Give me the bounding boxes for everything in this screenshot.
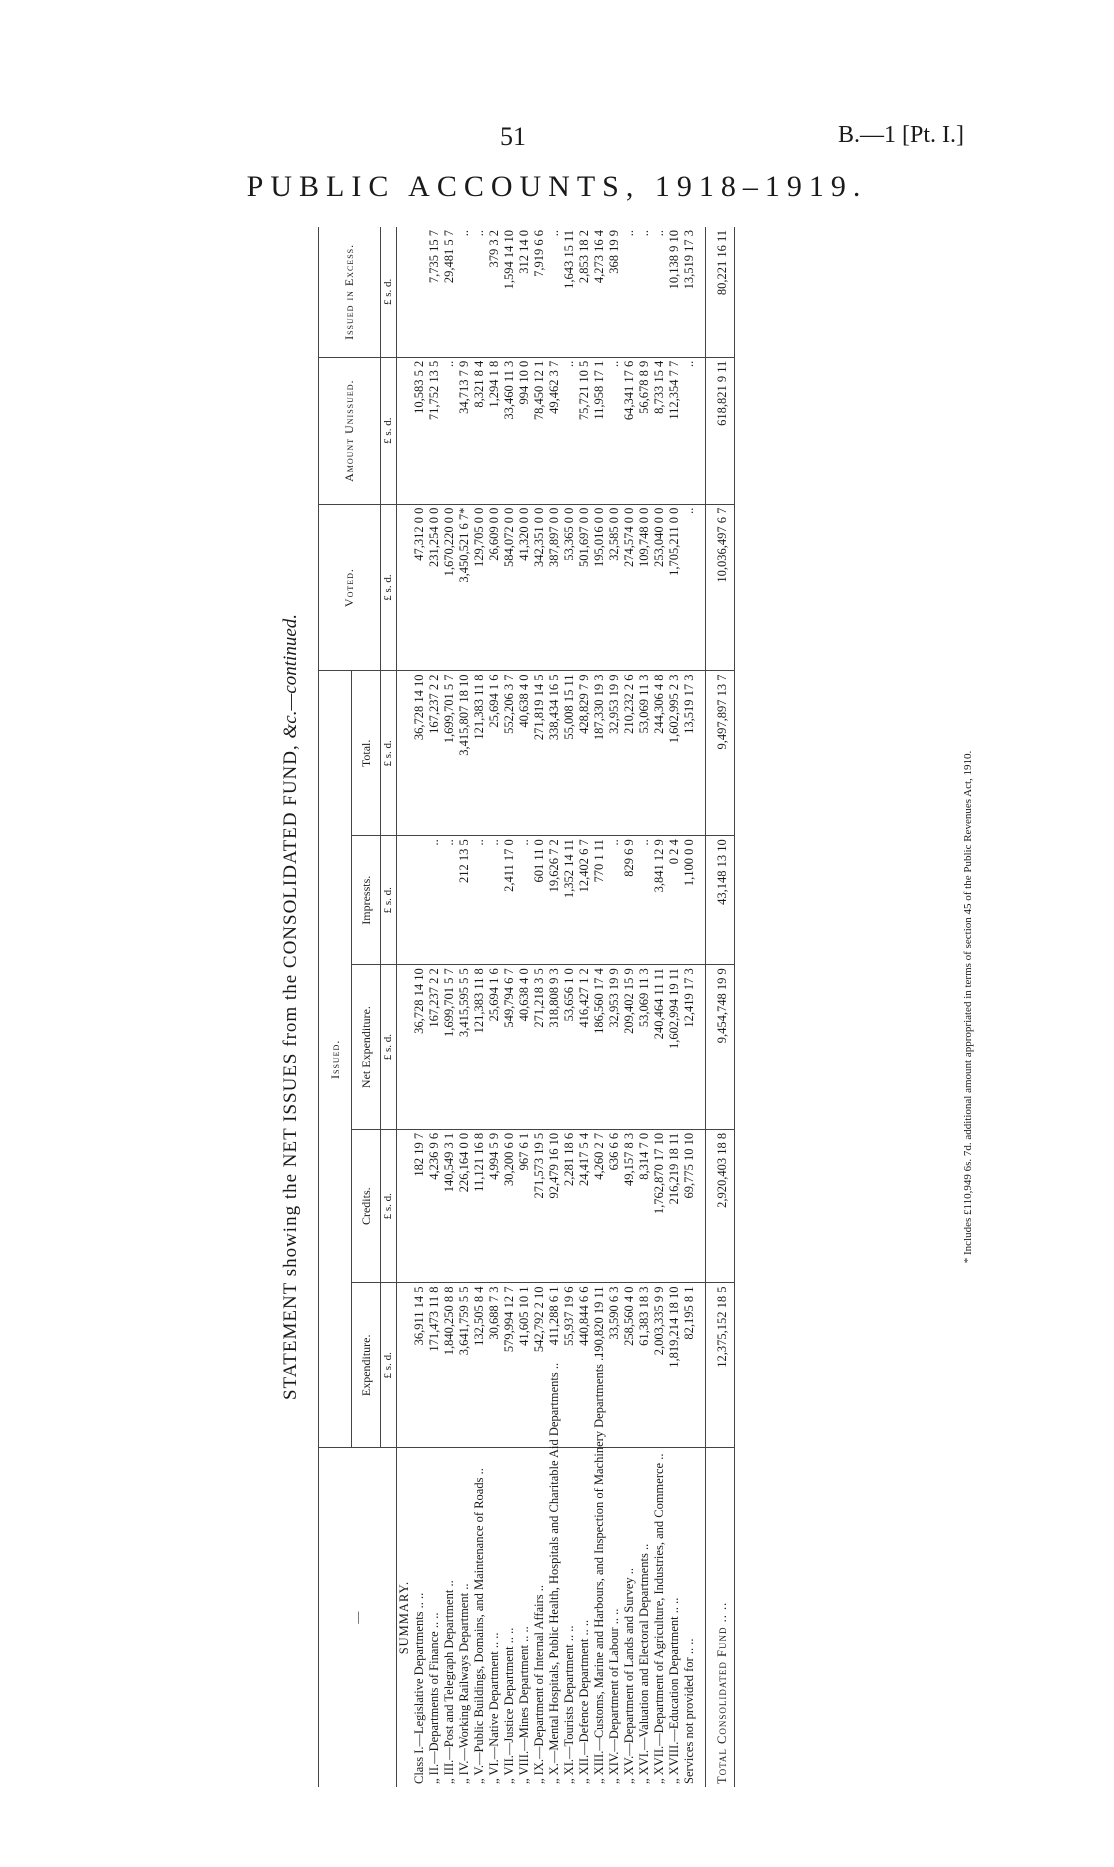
cell-voted: 231,254 0 0 (427, 504, 442, 671)
cell-credits: 4,260 2 7 (592, 1129, 607, 1283)
cell-excess: .. (457, 227, 472, 357)
cell-unissued: 75,721 10 5 (577, 357, 592, 504)
cell-total: 53,069 11 3 (637, 671, 652, 836)
cell-voted: 3,450,521 6 7* (457, 504, 472, 671)
cell-total: 338,434 16 5 (547, 671, 562, 836)
cell-total: 40,638 4 0 (517, 671, 532, 836)
cell-credits: 636 6 6 (607, 1129, 622, 1283)
credits-header: Credits. (352, 1129, 381, 1283)
rotated-statement (280, 227, 1020, 1787)
summary-heading: SUMMARY. (397, 1580, 411, 1655)
cell-expenditure: 3,641,759 5 5 (457, 1283, 472, 1448)
cell-impressts: 43,148 13 10 (706, 836, 735, 965)
table-row (472, 227, 487, 1787)
cell-expenditure: 542,792 2 10 (532, 1283, 547, 1448)
statement-title-continued: &c.—continued. (280, 613, 301, 739)
cell-total: 121,383 11 8 (472, 671, 487, 836)
cell-expenditure: 132,505 8 4 (472, 1283, 487, 1448)
row-label: „ X.—Mental Hospitals, Public Health, Hospitals and Charitable Aid Departments .. (547, 1362, 561, 1784)
cell-total: 210,232 2 6 (622, 671, 637, 836)
cell-net: 1,602,994 19 11 (667, 965, 682, 1130)
cell-unissued: .. (442, 357, 457, 504)
statement-title-text: STATEMENT showing the NET ISSUES from the CONSOLIDATED FUND, (280, 738, 301, 1401)
row-label: „ XIII.—Customs, Marine and Harbours, and Inspection of Machinery Departments .. (592, 1354, 606, 1784)
cell-excess: .. (547, 227, 562, 357)
table-row (427, 227, 442, 1787)
table-row (517, 227, 532, 1787)
row-label: „ VIII.—Mines Department .. .. (517, 1626, 531, 1784)
cell-total: 552,206 3 7 (502, 671, 517, 836)
currency-units: £ s. d. (381, 357, 397, 504)
cell-voted: 387,897 0 0 (547, 504, 562, 671)
cell-impressts: 0 2 4 (667, 836, 682, 965)
row-label: Class I.—Legislative Departments .. .. (412, 1592, 426, 1784)
cell-unissued: 49,462 3 7 (547, 357, 562, 504)
table-row (547, 227, 562, 1787)
cell-total: 32,953 19 9 (607, 671, 622, 836)
cell-expenditure: 579,994 12 7 (502, 1283, 517, 1448)
cell-excess: 312 14 0 (517, 227, 532, 357)
cell-impressts: 770 1 11 (592, 836, 607, 965)
statement-title (280, 227, 302, 1787)
cell-voted: 195,016 0 0 (592, 504, 607, 671)
cell-net: 416,427 1 2 (577, 965, 592, 1130)
cell-expenditure: 258,560 4 0 (622, 1283, 637, 1448)
cell-credits: 271,573 19 5 (532, 1129, 547, 1283)
row-label: „ XIV.—Department of Labour .. .. (607, 1608, 621, 1784)
cell-expenditure: 41,605 10 1 (517, 1283, 532, 1448)
cell-unissued: 33,460 11 3 (502, 357, 517, 504)
currency-units: £ s. d. (381, 671, 397, 836)
cell-impressts: .. (442, 836, 457, 965)
table-row (637, 227, 652, 1787)
cell-impressts: 829 6 9 (622, 836, 637, 965)
cell-expenditure: 2,003,335 9 9 (652, 1283, 667, 1448)
cell-unissued: 112,354 7 7 (667, 357, 682, 504)
cell-expenditure: 171,473 11 8 (427, 1283, 442, 1448)
table-row (412, 227, 427, 1787)
row-label: „ VII.—Justice Department .. .. (502, 1627, 516, 1784)
row-label: „ V.—Public Buildings, Domains, and Maintenance of Roads .. (472, 1468, 486, 1784)
cell-voted: 10,036,497 6 7 (706, 504, 735, 671)
row-label: „ XVII.—Department of Agriculture, Industries, and Commerce .. (652, 1453, 666, 1784)
cell-total: 36,728 14 10 (412, 671, 427, 836)
total-row (706, 227, 735, 1787)
cell-credits: 69,775 10 10 (682, 1129, 697, 1283)
cell-net: 12,419 17 3 (682, 965, 697, 1130)
cell-excess: .. (472, 227, 487, 357)
cell-excess: 7,919 6 6 (532, 227, 547, 357)
cell-excess: 4,273 16 4 (592, 227, 607, 357)
cell-credits: 92,479 16 10 (547, 1129, 562, 1283)
impressts-header: Impressts. (352, 836, 381, 965)
cell-impressts: 1,100 0 0 (682, 836, 697, 965)
row-label: „ III.—Post and Telegraph Department .. (442, 1580, 456, 1784)
table-row (622, 227, 637, 1787)
page-number: 51 (500, 122, 526, 151)
cell-net: 186,560 17 4 (592, 965, 607, 1130)
cell-net: 318,808 9 3 (547, 965, 562, 1130)
cell-impressts: .. (427, 836, 442, 965)
currency-units: £ s. d. (381, 504, 397, 671)
currency-units: £ s. d. (381, 836, 397, 965)
consolidated-fund-table (318, 227, 735, 1787)
cell-expenditure: 1,819,214 18 10 (667, 1283, 682, 1448)
cell-total: 187,330 19 3 (592, 671, 607, 836)
cell-credits: 140,549 3 1 (442, 1129, 457, 1283)
cell-voted: 129,705 0 0 (472, 504, 487, 671)
row-label: Total Consolidated Fund .. .. (706, 1448, 735, 1787)
table-row (487, 227, 502, 1787)
cell-unissued: 618,821 9 11 (706, 357, 735, 504)
row-label: „ IV.—Working Railways Department .. (457, 1583, 471, 1784)
cell-net: 3,415,595 5 5 (457, 965, 472, 1130)
cell-credits: 4,994 5 9 (487, 1129, 502, 1283)
cell-credits: 2,920,403 18 8 (706, 1129, 735, 1283)
cell-excess: .. (652, 227, 667, 357)
table-row (682, 227, 697, 1787)
cell-voted: 41,320 0 0 (517, 504, 532, 671)
cell-net: 240,464 11 11 (652, 965, 667, 1130)
cell-credits: 11,121 16 8 (472, 1129, 487, 1283)
cell-credits: 1,762,870 17 10 (652, 1129, 667, 1283)
cell-net: 167,237 2 2 (427, 965, 442, 1130)
cell-unissued: 8,321 8 4 (472, 357, 487, 504)
cell-impressts: .. (487, 836, 502, 965)
cell-unissued: 71,752 13 5 (427, 357, 442, 504)
cell-impressts: 2,411 17 0 (502, 836, 517, 965)
cell-credits: 24,417 5 4 (577, 1129, 592, 1283)
issued-in-excess-header: Issued in Excess. (319, 227, 381, 357)
cell-expenditure: 82,195 8 1 (682, 1283, 697, 1448)
cell-expenditure: 33,590 6 3 (607, 1283, 622, 1448)
cell-net: 121,383 11 8 (472, 965, 487, 1130)
total-header: Total. (352, 671, 381, 836)
currency-units: £ s. d. (381, 227, 397, 357)
summary-heading-row (397, 227, 413, 1787)
cell-net: 9,454,748 19 9 (706, 965, 735, 1130)
cell-net: 32,953 19 9 (607, 965, 622, 1130)
table-row (607, 227, 622, 1787)
cell-total: 244,306 4 8 (652, 671, 667, 836)
cell-impressts: 12,402 6 7 (577, 836, 592, 965)
document-title: PUBLIC ACCOUNTS, 1918–1919. (246, 170, 868, 203)
cell-unissued: 64,341 17 6 (622, 357, 637, 504)
cell-credits: 182 19 7 (412, 1129, 427, 1283)
row-label: „ XI.—Tourists Department .. .. (562, 1625, 576, 1784)
cell-excess: 7,735 15 7 (427, 227, 442, 357)
table-row (562, 227, 577, 1787)
cell-net: 209,402 15 9 (622, 965, 637, 1130)
cell-impressts: 19,626 7 2 (547, 836, 562, 965)
cell-excess: 29,481 5 7 (442, 227, 457, 357)
cell-impressts: 3,841 12 9 (652, 836, 667, 965)
description-header: — (319, 1448, 397, 1787)
table-row (442, 227, 457, 1787)
cell-excess: .. (622, 227, 637, 357)
cell-expenditure: 61,383 18 3 (637, 1283, 652, 1448)
currency-units: £ s. d. (381, 965, 397, 1130)
cell-voted: 47,312 0 0 (412, 504, 427, 671)
cell-unissued: .. (562, 357, 577, 504)
cell-unissued: 78,450 12 1 (532, 357, 547, 504)
cell-excess: 10,138 9 10 (667, 227, 682, 357)
cell-impressts (412, 836, 427, 965)
document-reference: B.—1 [Pt. I.] (838, 122, 964, 148)
cell-unissued: 994 10 0 (517, 357, 532, 504)
cell-voted: 1,670,220 0 0 (442, 504, 457, 671)
cell-unissued: .. (607, 357, 622, 504)
cell-net: 25,694 1 6 (487, 965, 502, 1130)
cell-total: 428,829 7 9 (577, 671, 592, 836)
row-label: „ XV.—Department of Lands and Survey .. (622, 1567, 636, 1784)
cell-expenditure: 36,911 14 5 (412, 1283, 427, 1448)
cell-voted: .. (682, 504, 697, 671)
table-row (532, 227, 547, 1787)
table-row (592, 227, 607, 1787)
cell-expenditure: 12,375,152 18 5 (706, 1283, 735, 1448)
cell-voted: 26,609 0 0 (487, 504, 502, 671)
currency-units: £ s. d. (381, 1129, 397, 1283)
cell-total: 3,415,807 18 10 (457, 671, 472, 836)
cell-total: 271,819 14 5 (532, 671, 547, 836)
cell-voted: 109,748 0 0 (637, 504, 652, 671)
cell-voted: 584,072 0 0 (502, 504, 517, 671)
cell-unissued: 11,958 17 1 (592, 357, 607, 504)
cell-net: 53,069 11 3 (637, 965, 652, 1130)
cell-net: 40,638 4 0 (517, 965, 532, 1130)
cell-excess: 13,519 17 3 (682, 227, 697, 357)
cell-credits: 2,281 18 6 (562, 1129, 577, 1283)
cell-expenditure: 411,288 6 1 (547, 1283, 562, 1448)
expenditure-header: Expenditure. (352, 1283, 381, 1448)
cell-voted: 253,040 0 0 (652, 504, 667, 671)
cell-impressts: .. (517, 836, 532, 965)
table-body (397, 227, 735, 1787)
cell-voted: 32,585 0 0 (607, 504, 622, 671)
cell-total: 9,497,897 13 7 (706, 671, 735, 836)
cell-excess: 379 3 2 (487, 227, 502, 357)
cell-total: 13,519 17 3 (682, 671, 697, 836)
cell-total: 1,699,701 5 7 (442, 671, 457, 836)
cell-total: 55,008 15 11 (562, 671, 577, 836)
row-label: „ VI.—Native Department .. .. (487, 1632, 501, 1784)
row-label: „ XVI.—Valuation and Electoral Departments .. (637, 1543, 651, 1784)
cell-expenditure: 1,840,250 8 8 (442, 1283, 457, 1448)
voted-header: Voted. (319, 504, 381, 671)
row-label: „ IX.—Department of Internal Affairs .. (532, 1584, 546, 1784)
cell-voted: 501,697 0 0 (577, 504, 592, 671)
cell-voted: 274,574 0 0 (622, 504, 637, 671)
row-label: Services not provided for .. .. (682, 1638, 696, 1784)
cell-excess: .. (637, 227, 652, 357)
table-row (667, 227, 682, 1787)
cell-net: 549,794 6 7 (502, 965, 517, 1130)
table-row (502, 227, 517, 1787)
row-label: „ XVIII.—Education Department .. .. (667, 1597, 681, 1784)
cell-excess: 368 19 9 (607, 227, 622, 357)
net-expenditure-header: Net Expenditure. (352, 965, 381, 1130)
cell-unissued: .. (682, 357, 697, 504)
table-row (457, 227, 472, 1787)
cell-expenditure: 440,844 6 6 (577, 1283, 592, 1448)
cell-unissued: 34,713 7 9 (457, 357, 472, 504)
cell-expenditure: 55,937 19 6 (562, 1283, 577, 1448)
cell-credits: 4,236 9 6 (427, 1129, 442, 1283)
row-label: „ XII.—Defence Department .. .. (577, 1619, 591, 1784)
cell-impressts: 601 11 0 (532, 836, 547, 965)
cell-excess (412, 227, 427, 357)
cell-unissued: 1,294 1 8 (487, 357, 502, 504)
cell-impressts: 212 13 5 (457, 836, 472, 965)
cell-impressts: 1,352 14 11 (562, 836, 577, 965)
cell-voted: 53,365 0 0 (562, 504, 577, 671)
cell-total: 1,602,995 2 3 (667, 671, 682, 836)
cell-excess: 1,643 15 11 (562, 227, 577, 357)
cell-total: 167,237 2 2 (427, 671, 442, 836)
cell-credits: 49,157 8 3 (622, 1129, 637, 1283)
cell-net: 53,656 1 0 (562, 965, 577, 1130)
cell-unissued: 56,678 8 9 (637, 357, 652, 504)
cell-impressts: .. (607, 836, 622, 965)
cell-voted: 342,351 0 0 (532, 504, 547, 671)
cell-unissued: 10,583 5 2 (412, 357, 427, 504)
cell-expenditure: 190,820 19 11 (592, 1283, 607, 1448)
table-row (577, 227, 592, 1787)
cell-net: 271,218 3 5 (532, 965, 547, 1130)
cell-unissued: 8,733 15 4 (652, 357, 667, 504)
currency-units: £ s. d. (381, 1283, 397, 1448)
cell-excess: 2,853 18 2 (577, 227, 592, 357)
cell-credits: 967 6 1 (517, 1129, 532, 1283)
row-label: „ II.—Departments of Finance .. .. (427, 1612, 441, 1784)
issued-header: Issued. (319, 671, 352, 1448)
cell-expenditure: 30,688 7 3 (487, 1283, 502, 1448)
cell-excess: 1,594 14 10 (502, 227, 517, 357)
cell-credits: 8,314 7 0 (637, 1129, 652, 1283)
cell-net: 36,728 14 10 (412, 965, 427, 1130)
cell-impressts: .. (472, 836, 487, 965)
cell-excess: 80,221 16 11 (706, 227, 735, 357)
table-row (652, 227, 667, 1787)
cell-credits: 216,219 18 11 (667, 1129, 682, 1283)
footnote: * Includes £110,949 6s. 7d. additional amount appropriated in terms of section 45 of the Public Revenues Act, 1910. (962, 750, 974, 1264)
cell-net: 1,699,701 5 7 (442, 965, 457, 1130)
cell-impressts: .. (637, 836, 652, 965)
cell-credits: 226,164 0 0 (457, 1129, 472, 1283)
cell-total: 25,694 1 6 (487, 671, 502, 836)
amount-unissued-header: Amount Unissued. (319, 357, 381, 504)
cell-credits: 30,200 6 0 (502, 1129, 517, 1283)
cell-voted: 1,705,211 0 0 (667, 504, 682, 671)
